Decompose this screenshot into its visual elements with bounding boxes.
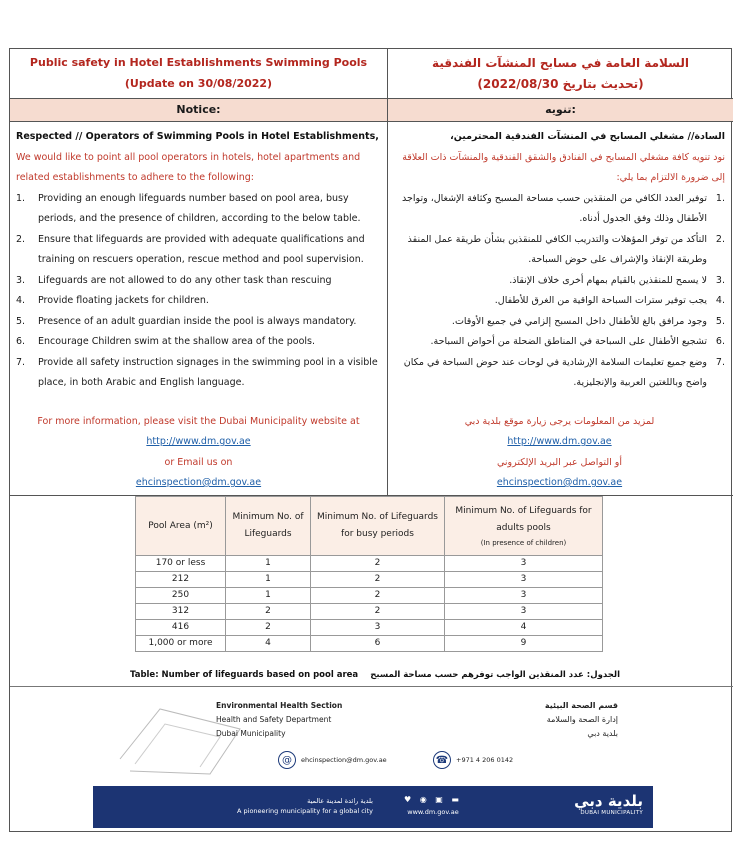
slogan [183, 796, 373, 816]
table-cell: 2 [311, 604, 445, 620]
title-en-text: Public safety in Hotel Establishments Swimming Pools [29, 56, 368, 69]
dept-en: Health and Safety Department [216, 715, 332, 724]
list-item: .2 التأكد من توفر المؤهلات والتدريب الكافي للمنقذين بشأن طريقة عمل المنقذ وطريقة الإنقاذ والإشراف على حوض السباحة. [407, 233, 725, 265]
social-block [393, 794, 473, 818]
table-row [136, 604, 603, 620]
table-cell: 1 [226, 588, 311, 604]
or-email-ar: أو التواصل عبر البريد الإلكتروني [496, 456, 623, 468]
table-cell: 170 or less [136, 556, 226, 572]
website-link-ar[interactable]: http://www.dm.gov.ae [507, 436, 612, 447]
list-item: .7 وضع جميع تعليمات السلامة الإرشادية في لوحات عند حوض السباحة في مكان واضح وباللغتين العربية والإنجليزية. [403, 356, 725, 388]
more-info-ar: لمزيد من المعلومات يرجى زيارة موقع بلدية دبي [464, 415, 655, 427]
notice-ar: تنويه: [388, 99, 733, 121]
section-ar: قسم الصحة البيئية [544, 701, 618, 710]
department-info-ar [480, 699, 618, 741]
greeting-en: Respected // Operators of Swimming Pools in Hotel Establishments, [16, 131, 379, 142]
list-item: 6. Encourage Children swim at the shallow area of the pools. [16, 336, 315, 347]
table-caption [130, 670, 620, 680]
table-cell: 2 [311, 572, 445, 588]
table-cell: 6 [311, 636, 445, 652]
footer-divider [10, 686, 733, 687]
table-cell: 2 [226, 604, 311, 620]
at-icon: @ [278, 751, 296, 769]
table-cell: 1 [226, 556, 311, 572]
slogan-ar: بلدية رائدة لمدينة عالمية [307, 797, 373, 805]
footer-banner [93, 786, 653, 828]
caption-ar: الجدول: عدد المنقذين الواجب توفرهم حسب مساحة المسبح [370, 670, 620, 680]
list-item: 7. Provide all safety instruction signages in the swimming pool in a visible place, in both Arabic and English language. [16, 356, 378, 388]
table-cell: 212 [136, 572, 226, 588]
caption-en: Table: Number of lifeguards based on pool area [130, 670, 359, 680]
list-item: 2. Ensure that lifeguards are provided with adequate qualifications and training on rescuers operation, rescue method and pool supervision. [16, 233, 365, 265]
update-en-text: (Update on 30/08/2022) [124, 77, 273, 90]
lifeguards-table [135, 496, 603, 652]
table-cell: 1 [226, 572, 311, 588]
title-en [10, 49, 387, 98]
logo-en: DUBAI MUNICIPALITY [580, 810, 643, 816]
department-info-en [216, 699, 342, 741]
logo-ar: بلدية دبي [574, 792, 643, 810]
table-cell: 4 [226, 636, 311, 652]
list-item: 3. Lifeguards are not allowed to do any other task than rescuing [16, 274, 332, 286]
email-link-ar[interactable]: ehcinspection@dm.gov.ae [496, 477, 623, 488]
slogan-en: A pioneering municipality for a global city [237, 807, 373, 815]
or-email-en: or Email us on [164, 456, 233, 468]
list-item: .6 تشجيع الأطفال على السباحة في المناطق الضحلة من أحواض السباحة. [430, 336, 725, 347]
table-cell: 312 [136, 604, 226, 620]
table-header-row [136, 497, 603, 556]
dm-logo [543, 792, 643, 816]
table-cell: 250 [136, 588, 226, 604]
table-cell: 3 [445, 556, 603, 572]
list-item: .1 توفير العدد الكافي من المنقذين حسب مساحة المسبح وكثافة الإشغال، وتواجد الأطفال وذلك وفق الجدول أدناه. [402, 192, 725, 224]
notice-en: Notice: [10, 99, 387, 121]
website-link-en[interactable]: http://www.dm.gov.ae [146, 436, 251, 447]
list-item: 4. Provide floating jackets for children. [16, 295, 209, 306]
phone-icon: ☎ [433, 751, 451, 769]
table-cell: 2 [311, 556, 445, 572]
muni-ar: بلدية دبي [587, 729, 618, 738]
body-ar [388, 122, 733, 502]
update-ar-text: (تحديث بتاريخ 2022/08/30) [477, 77, 644, 91]
title-ar [388, 49, 733, 98]
table-cell: 3 [445, 604, 603, 620]
footer-email[interactable]: @ ehcinspection@dm.gov.ae [278, 751, 387, 769]
email-link-en[interactable]: ehcinspection@dm.gov.ae [135, 477, 262, 488]
table-row [136, 636, 603, 652]
table-row [136, 620, 603, 636]
muni-en: Dubai Municipality [216, 729, 286, 738]
table-cell: 3 [445, 572, 603, 588]
table-cell: 3 [311, 620, 445, 636]
footer-phone[interactable]: ☎ +971 4 206 0142 [433, 751, 513, 769]
greeting-ar: السادة// مشغلي المسابح في المنشآت الفندقية المحترمين، [450, 131, 725, 142]
document [9, 48, 732, 832]
site-url[interactable]: www.dm.gov.ae [407, 808, 459, 816]
table-cell: 2 [311, 588, 445, 604]
list-item: .5 وجود مرافق بالغ للأطفال داخل المسبح إلزامي في جميع الأوقات. [451, 315, 725, 327]
table-row [136, 588, 603, 604]
col-header-adults-pools: Minimum No. of Lifeguards for adults pools (In presence of children) [445, 497, 603, 556]
dept-ar: إدارة الصحة والسلامة [546, 715, 618, 724]
section-en: Environmental Health Section [216, 701, 343, 710]
table-row [136, 556, 603, 572]
title-ar-text: السلامة العامة في مسابح المنشآت الفندقية [432, 56, 689, 70]
intro-ar: نود تنويه كافة مشغلي المسابح في الفنادق والشقق الفندقية والمنشآت ذات العلاقة إلى ضرورة الالتزام بما يلي: [402, 151, 725, 183]
list-item: .4 يجب توفير سترات السباحة الواقية من الغرق للأطفال. [494, 295, 725, 306]
intro-en: We would like to point all pool operators in hotels, hotel apartments and related establishments to adhere to the following: [16, 151, 361, 183]
social-icons[interactable]: ♥ ◉ ▣ ▬ [404, 795, 462, 804]
col-header-busy-periods: Minimum No. of Lifeguards for busy periods [311, 497, 445, 556]
body-en [10, 122, 387, 502]
table-cell: 416 [136, 620, 226, 636]
list-item: 1. Providing an enough lifeguards number based on pool area, busy periods, and the presence of children, according to the below table. [16, 192, 361, 224]
instructions-list-en [16, 189, 381, 394]
table-row [136, 572, 603, 588]
table-cell: 9 [445, 636, 603, 652]
list-item: .3 لا يسمح للمنقذين بالقيام بمهام أخرى خلاف الإنقاذ. [509, 274, 725, 286]
col-header-pool-area: Pool Area (m²) [136, 497, 226, 556]
table-cell: 4 [445, 620, 603, 636]
table-cell: 2 [226, 620, 311, 636]
col-header-min-lifeguards: Minimum No. of Lifeguards [226, 497, 311, 556]
table-cell: 1,000 or more [136, 636, 226, 652]
instructions-list-ar [394, 189, 725, 394]
more-info-en: For more information, please visit the Dubai Municipality website at [37, 415, 360, 427]
list-item: 5. Presence of an adult guardian inside the pool is always mandatory. [16, 315, 357, 327]
table-cell: 3 [445, 588, 603, 604]
